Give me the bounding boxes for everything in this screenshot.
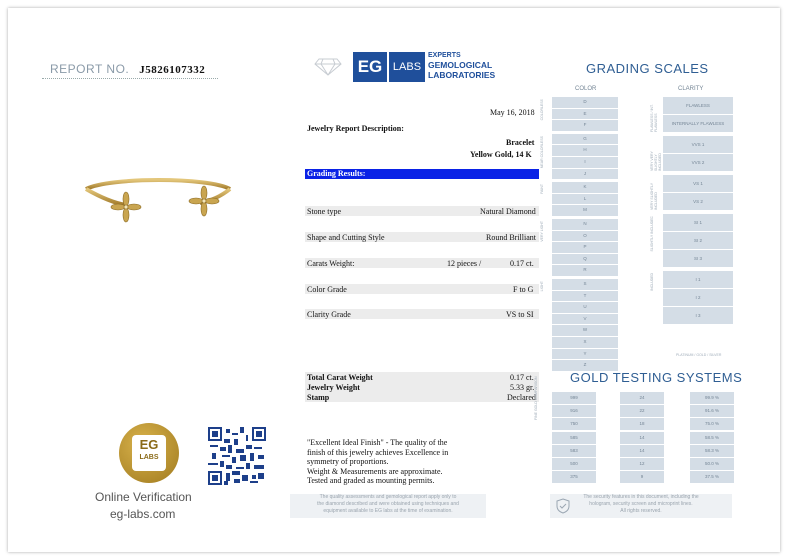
comment-line: Weight & Measurements are approximate. <box>307 466 443 476</box>
grading-label: Shape and Cutting Style <box>307 233 385 242</box>
grading-value: Round Brilliant <box>486 233 536 242</box>
clarity-grade-cell: VVS 2 <box>663 154 733 171</box>
color-header: COLOR <box>575 86 597 92</box>
gold-table-cell: 58.3 % <box>690 445 734 457</box>
seal-logo-line1: EG <box>139 437 159 452</box>
clarity-grade-cell: INTERNALLY FLAWLESS <box>663 115 733 132</box>
grading-value: 0.17 ct. <box>510 259 534 268</box>
color-grade-cell: N <box>552 219 618 230</box>
disclaimer-line: equipment available to EG labs at the time of examination. <box>323 508 453 514</box>
eg-logo-line2: GEMOLOGICAL <box>428 60 493 70</box>
clarity-grade-cell: FLAWLESS <box>663 97 733 114</box>
gold-testing-title: GOLD TESTING SYSTEMS <box>570 370 743 385</box>
clarity-grade-cell: SI 2 <box>663 232 733 249</box>
disclaimer-line: The quality assessments and gemological report apply only to <box>319 494 457 500</box>
grading-label: Carats Weight: <box>307 259 355 268</box>
gold-table-cell: 999 <box>552 392 596 404</box>
disclaimer-left <box>290 494 486 518</box>
gold-table-cell: 75.0 % <box>690 418 734 430</box>
grading-label: Clarity Grade <box>307 310 351 319</box>
gold-table-cell: 583 <box>552 445 596 457</box>
total-label: Stamp <box>307 393 330 402</box>
disclaimer-line: The security features in this document, including the <box>583 494 699 500</box>
color-group-label: LIGHT <box>540 281 544 292</box>
description-metal: Yellow Gold, 14 K <box>470 150 532 159</box>
verification-url[interactable]: eg-labs.com <box>110 507 176 521</box>
eg-logo-line1: EXPERTS <box>428 52 461 59</box>
report-number-label: REPORT NO. <box>50 62 130 76</box>
grading-value: VS to SI <box>506 310 534 319</box>
seal-logo <box>132 435 166 471</box>
color-grade-cell: I <box>552 157 618 168</box>
clarity-grade-cell: I 1 <box>663 271 733 288</box>
clarity-group-label: INCLUDED <box>650 273 654 291</box>
report-number <box>50 62 205 76</box>
disclaimer-line: the diamond described and were obtained using techniques and <box>317 501 459 507</box>
comment-line: finish of this jewelry achieves Excellence in <box>307 447 449 457</box>
color-grade-cell: F <box>552 120 618 131</box>
gold-table-cell: 14 <box>620 445 664 457</box>
gold-table-cell: 91.6 % <box>690 405 734 417</box>
gold-table-cell: 12 <box>620 458 664 470</box>
clarity-group-label: VERY VERY SLIGHTLY INCLUDED <box>650 151 662 171</box>
grading-label: Color Grade <box>307 285 347 294</box>
color-grade-cell: Y <box>552 349 618 360</box>
gold-table-cell: 750 <box>552 418 596 430</box>
color-grade-cell: L <box>552 194 618 205</box>
color-grade-cell: H <box>552 145 618 156</box>
color-grade-cell: K <box>552 182 618 193</box>
clarity-group-label: VERY SLIGHTLY INCLUDED <box>650 183 658 210</box>
totals-row-shade <box>305 392 539 402</box>
gold-table-cell: 37.5 % <box>690 471 734 483</box>
total-label: Total Carat Weight <box>307 373 373 382</box>
scale-footnote: PLATINUM / GOLD / SILVER <box>676 353 722 357</box>
color-grade-cell: W <box>552 325 618 336</box>
color-grade-cell: Q <box>552 254 618 265</box>
clarity-grade-cell: VS 2 <box>663 193 733 210</box>
color-grade-cell: S <box>552 279 618 290</box>
total-label: Jewelry Weight <box>307 383 360 392</box>
comment-line: Tested and graded as mounting permits. <box>307 476 435 485</box>
labs-logo-mark: LABS <box>389 52 425 82</box>
disclaimer-line: hologram, security screen and microprint lines. <box>589 501 693 507</box>
grading-value: Natural Diamond <box>480 207 536 216</box>
gold-table-cell: 24 <box>620 392 664 404</box>
color-grade-cell: M <box>552 205 618 216</box>
color-grade-cell: T <box>552 291 618 302</box>
gold-table-cell: 18 <box>620 418 664 430</box>
clarity-grade-cell: I 3 <box>663 307 733 324</box>
color-group-label: NEAR COLORLESS <box>540 135 544 168</box>
total-value: 5.33 gr. <box>510 383 535 392</box>
clarity-group-label: SLIGHTLY INCLUDED <box>650 216 654 252</box>
color-grade-cell: P <box>552 242 618 253</box>
color-grade-cell: R <box>552 265 618 276</box>
seal-logo-line2: LABS <box>139 454 159 461</box>
shield-icon <box>556 498 570 514</box>
eg-logo-line3: LABORATORIES <box>428 70 496 80</box>
gold-table-cell: 58.5 % <box>690 432 734 444</box>
gold-table-cell: 500 <box>552 458 596 470</box>
gold-table-cell: 9 <box>620 471 664 483</box>
color-grade-cell: X <box>552 337 618 348</box>
gold-table-cell: 585 <box>552 432 596 444</box>
color-group-label: VERY LIGHT <box>540 221 544 242</box>
clarity-grade-cell: VVS 1 <box>663 136 733 153</box>
disclaimer-right <box>550 494 732 518</box>
grading-label: Stone type <box>307 207 341 216</box>
color-group-label: COLORLESS <box>540 99 544 121</box>
color-grade-cell: D <box>552 97 618 108</box>
gold-table-cell: 50.0 % <box>690 458 734 470</box>
description-heading: Jewelry Report Description: <box>307 124 404 133</box>
clarity-grade-cell: I 2 <box>663 289 733 306</box>
color-grade-cell: U <box>552 302 618 313</box>
gold-table-cell: 22 <box>620 405 664 417</box>
color-grade-cell: J <box>552 169 618 180</box>
gold-table-cell: 375 <box>552 471 596 483</box>
clarity-grade-cell: VS 1 <box>663 175 733 192</box>
color-grade-cell: E <box>552 109 618 120</box>
bracelet-image <box>70 175 246 231</box>
gold-table-cell: 14 <box>620 432 664 444</box>
total-value: Declared <box>507 393 536 402</box>
clarity-grade-cell: SI 1 <box>663 214 733 231</box>
color-grade-cell: V <box>552 314 618 325</box>
report-date: May 16, 2018 <box>490 108 535 117</box>
gold-side-label: FINE GOLD COMPARISON <box>534 376 538 420</box>
comment-line: "Excellent Ideal Finish" - The quality of the <box>307 438 448 447</box>
color-grade-cell: Z <box>552 360 618 371</box>
grading-scales-title: GRADING SCALES <box>586 61 709 76</box>
grading-results-heading: Grading Results: <box>305 169 539 179</box>
diamond-icon <box>314 58 342 76</box>
eg-logo-mark: EG <box>353 52 387 82</box>
description-item: Bracelet <box>506 138 535 147</box>
grading-value: F to G <box>513 285 534 294</box>
disclaimer-line: All rights reserved. <box>620 508 662 514</box>
clarity-header: CLARITY <box>678 86 704 92</box>
report-number-underline <box>42 78 218 79</box>
verification-qr-code[interactable] <box>208 427 266 485</box>
color-grade-cell: G <box>552 134 618 145</box>
online-verification-label: Online Verification <box>95 490 192 504</box>
comments <box>307 438 448 486</box>
grading-mid: 12 pieces / <box>447 259 482 268</box>
total-value: 0.17 ct. <box>510 373 534 382</box>
eg-logo-text <box>428 52 495 80</box>
gold-table-cell: 99.9 % <box>690 392 734 404</box>
clarity-group-label: FLAWLESS / INT. FLAWLESS <box>650 104 658 132</box>
clarity-grade-cell: SI 3 <box>663 250 733 267</box>
comment-line: symmetry of proportions. <box>307 457 389 466</box>
color-group-label: FAINT <box>540 184 544 195</box>
gold-table-cell: 916 <box>552 405 596 417</box>
color-grade-cell: O <box>552 231 618 242</box>
report-number-value: J5826107332 <box>139 64 206 76</box>
